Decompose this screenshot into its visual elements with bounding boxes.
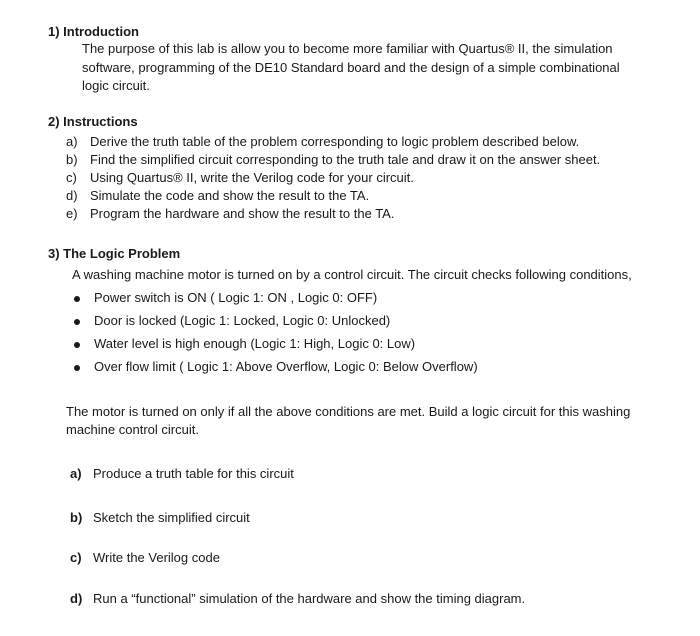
condition-item-4: Over flow limit ( Logic 1: Above Overflow, Logic 0: Below Overflow): [94, 359, 478, 374]
instruction-marker-d: d): [66, 188, 78, 203]
task-marker-c: c): [70, 550, 82, 565]
task-text-a: Produce a truth table for this circuit: [93, 466, 294, 481]
instruction-marker-a: a): [66, 134, 78, 149]
task-marker-a: a): [70, 466, 82, 481]
instruction-marker-b: b): [66, 152, 78, 167]
task-text-b: Sketch the simplified circuit: [93, 510, 250, 525]
task-marker-b: b): [70, 510, 83, 525]
bullet-dot-1: [74, 296, 80, 302]
instruction-text-b: Find the simplified circuit corresponding to the truth tale and draw it on the answer sheet.: [90, 152, 601, 167]
task-text-d: Run a “functional” simulation of the hardware and show the timing diagram.: [93, 591, 526, 606]
condition-item-2: Door is locked (Logic 1: Locked, Logic 0: Unlocked): [94, 313, 391, 328]
instruction-text-e: Program the hardware and show the result to the TA.: [90, 206, 395, 221]
instruction-marker-e: e): [66, 206, 78, 221]
section-1-body-line-2: software, programming of the DE10 Standard board and the design of a simple combinational: [82, 60, 620, 75]
section-1-body-line-3: logic circuit.: [82, 78, 150, 93]
bullet-dot-2: [74, 319, 80, 325]
bullet-dot-3: [74, 342, 80, 348]
section-3-intro: A washing machine motor is turned on by a control circuit. The circuit checks following conditions,: [72, 267, 632, 282]
section-1-body-line-1: The purpose of this lab is allow you to become more familiar with Quartus® II, the simulation: [82, 41, 613, 56]
bullet-dot-4: [74, 365, 80, 371]
section-1-heading: 1) Introduction: [48, 24, 139, 39]
section-2-heading: 2) Instructions: [48, 114, 138, 129]
condition-item-1: Power switch is ON ( Logic 1: ON , Logic 0: OFF): [94, 290, 378, 305]
instruction-text-d: Simulate the code and show the result to the TA.: [90, 188, 370, 203]
instruction-text-a: Derive the truth table of the problem corresponding to logic problem described below.: [90, 134, 580, 149]
task-text-c: Write the Verilog code: [93, 550, 220, 565]
summary-line-2: machine control circuit.: [66, 422, 199, 437]
section-3-heading: 3) The Logic Problem: [48, 246, 181, 261]
task-marker-d: d): [70, 591, 83, 606]
summary-line-1: The motor is turned on only if all the above conditions are met. Build a logic circuit for this washing: [66, 404, 631, 419]
instruction-marker-c: c): [66, 170, 77, 185]
condition-item-3: Water level is high enough (Logic 1: High, Logic 0: Low): [94, 336, 416, 351]
instruction-text-c: Using Quartus® II, write the Verilog code for your circuit.: [90, 170, 414, 185]
